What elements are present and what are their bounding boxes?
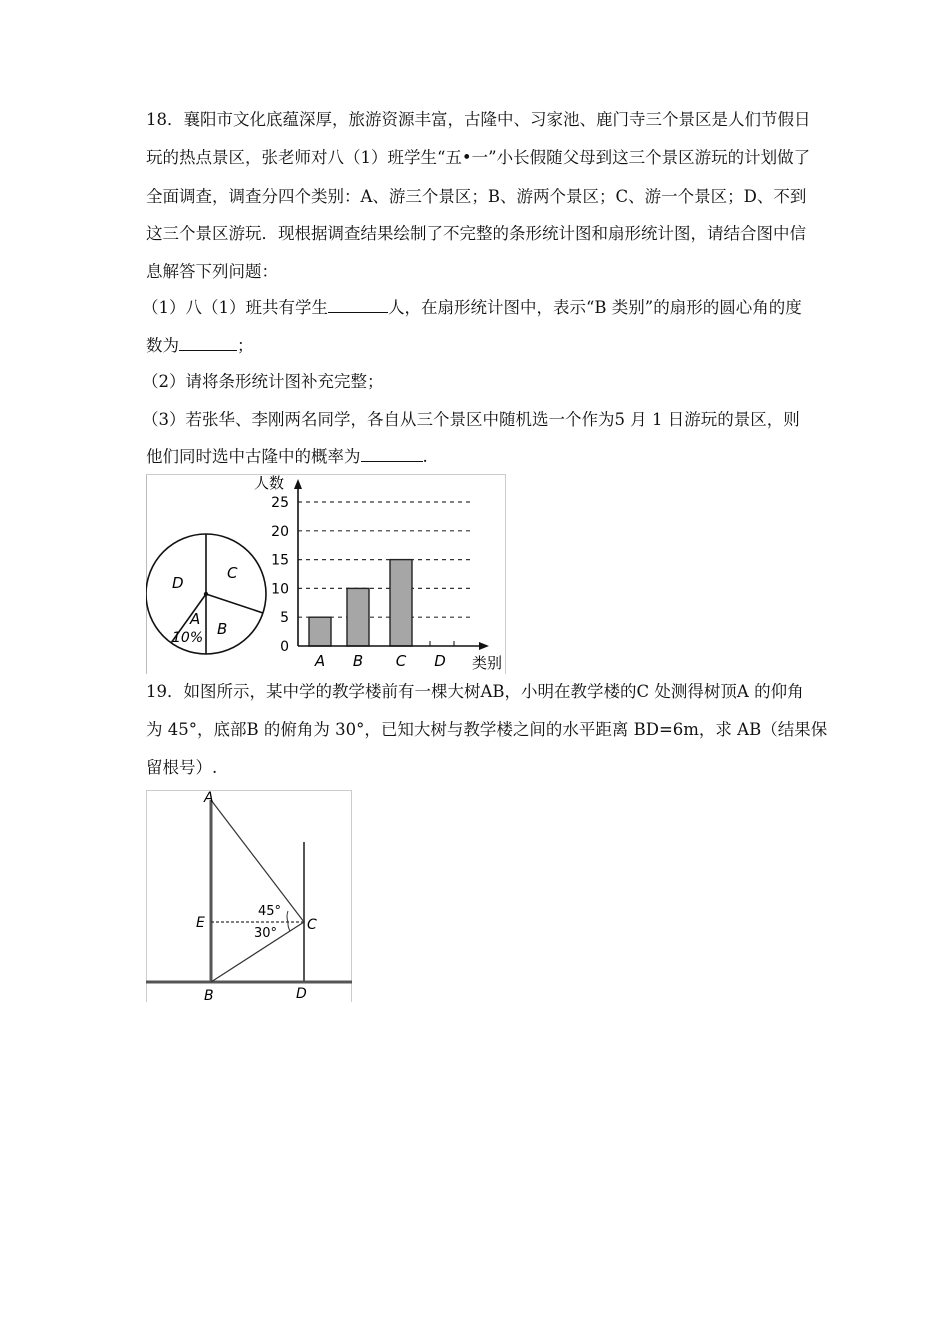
q18-part3-text-b: 他们同时选中古隆中的概率为 — [146, 447, 361, 466]
q18-part3-line-2 — [146, 447, 428, 467]
q18-line-4: 这三个景区游玩．现根据调查结果绘制了不完整的条形统计图和扇形统计图，请结合图中信 — [146, 224, 806, 243]
bar-a — [309, 617, 331, 646]
q18-figure — [146, 474, 506, 674]
bar-chart — [254, 474, 502, 672]
y-tick-label-15: 15 — [271, 552, 289, 569]
q18-line-5: 息解答下列问题： — [146, 262, 278, 281]
q18-line-3: 全面调查，调查分四个类别：A、游三个景区；B、游两个景区；C、游一个景区；D、不到 — [146, 187, 807, 206]
pie-label-b: B — [217, 620, 228, 638]
point-label-e: E — [196, 915, 205, 931]
q18-part1-text-c: 数为 — [146, 336, 179, 355]
q18-part1-text-d: ； — [237, 336, 254, 355]
point-label-b: B — [204, 988, 214, 1002]
point-label-a: A — [204, 790, 214, 806]
x-category-label-c: C — [395, 652, 407, 670]
q19-line-1: 19．如图所示，某中学的教学楼前有一棵大树AB，小明在教学楼的C 处测得树顶A 的仰角 — [146, 682, 804, 701]
y-tick-label-20: 20 — [271, 523, 289, 540]
q18-part1-text-b: 人，在扇形统计图中，表示“B 类别”的扇形的圆心角的度 — [388, 298, 802, 317]
angle-arc-30 — [288, 922, 290, 931]
pie-label-a: A — [190, 610, 201, 628]
y-tick-label-0: 0 — [280, 639, 289, 655]
pie-label-a-percent: 10% — [172, 630, 204, 646]
bar-c — [390, 560, 412, 646]
x-category-label-b: B — [352, 652, 364, 670]
answer-blank-probability[interactable] — [361, 447, 423, 462]
pie-label-c: C — [227, 564, 238, 582]
q18-part1-line-2 — [146, 336, 254, 356]
x-axis-arrow-icon — [479, 642, 489, 650]
pie-label-d: D — [172, 574, 184, 592]
angle-arc-45 — [287, 911, 288, 922]
bar-grid — [298, 502, 474, 617]
q18-part3-line: （3）若张华、李刚两名同学，各自从三个景区中随机选一个作为5 月 1 日游玩的景区，则 — [142, 410, 800, 429]
pie-chart — [146, 534, 266, 654]
bar-marks — [309, 560, 412, 646]
q18-line-1: 18．襄阳市文化底蕴深厚，旅游资源丰富，古隆中、习家池、鹿门寺三个景区是人们节假日 — [146, 110, 811, 129]
point-label-d: D — [296, 986, 307, 1002]
q19-line-2: 为 45°，底部B 的俯角为 30°，已知大树与教学楼之间的水平距离 BD=6m，求 AB（结果保 — [146, 720, 828, 739]
point-label-c: C — [307, 917, 317, 933]
y-tick-label-25: 25 — [271, 495, 289, 511]
bar-categories — [314, 652, 446, 670]
x-category-label-d: D — [434, 652, 446, 670]
q18-part1-text-a: （1）八（1）班共有学生 — [142, 298, 328, 317]
answer-blank-students[interactable] — [328, 298, 388, 313]
q18-part3-text-c: . — [422, 447, 428, 466]
q18-part2-line: （2）请将条形统计图补充完整； — [142, 372, 384, 391]
q18-part1-line — [142, 298, 802, 318]
angle-label-30: 30° — [254, 926, 278, 941]
q19-figure — [146, 790, 352, 1002]
y-axis-arrow-icon — [294, 479, 302, 489]
q19-line-3: 留根号）. — [146, 758, 218, 777]
x-axis-label: 类别 — [472, 654, 503, 672]
x-category-label-a: A — [314, 652, 326, 670]
y-axis-label: 人数 — [254, 474, 285, 492]
answer-blank-angle[interactable] — [179, 336, 237, 351]
y-tick-label-5: 5 — [280, 610, 289, 627]
y-tick-label-10: 10 — [271, 581, 289, 598]
q18-line-2: 玩的热点景区，张老师对八（1）班学生“五•一”小长假随父母到这三个景区游玩的计划做了 — [146, 148, 811, 167]
pie-center — [204, 592, 208, 596]
bar-b — [347, 588, 369, 646]
angle-label-45: 45° — [258, 904, 282, 919]
